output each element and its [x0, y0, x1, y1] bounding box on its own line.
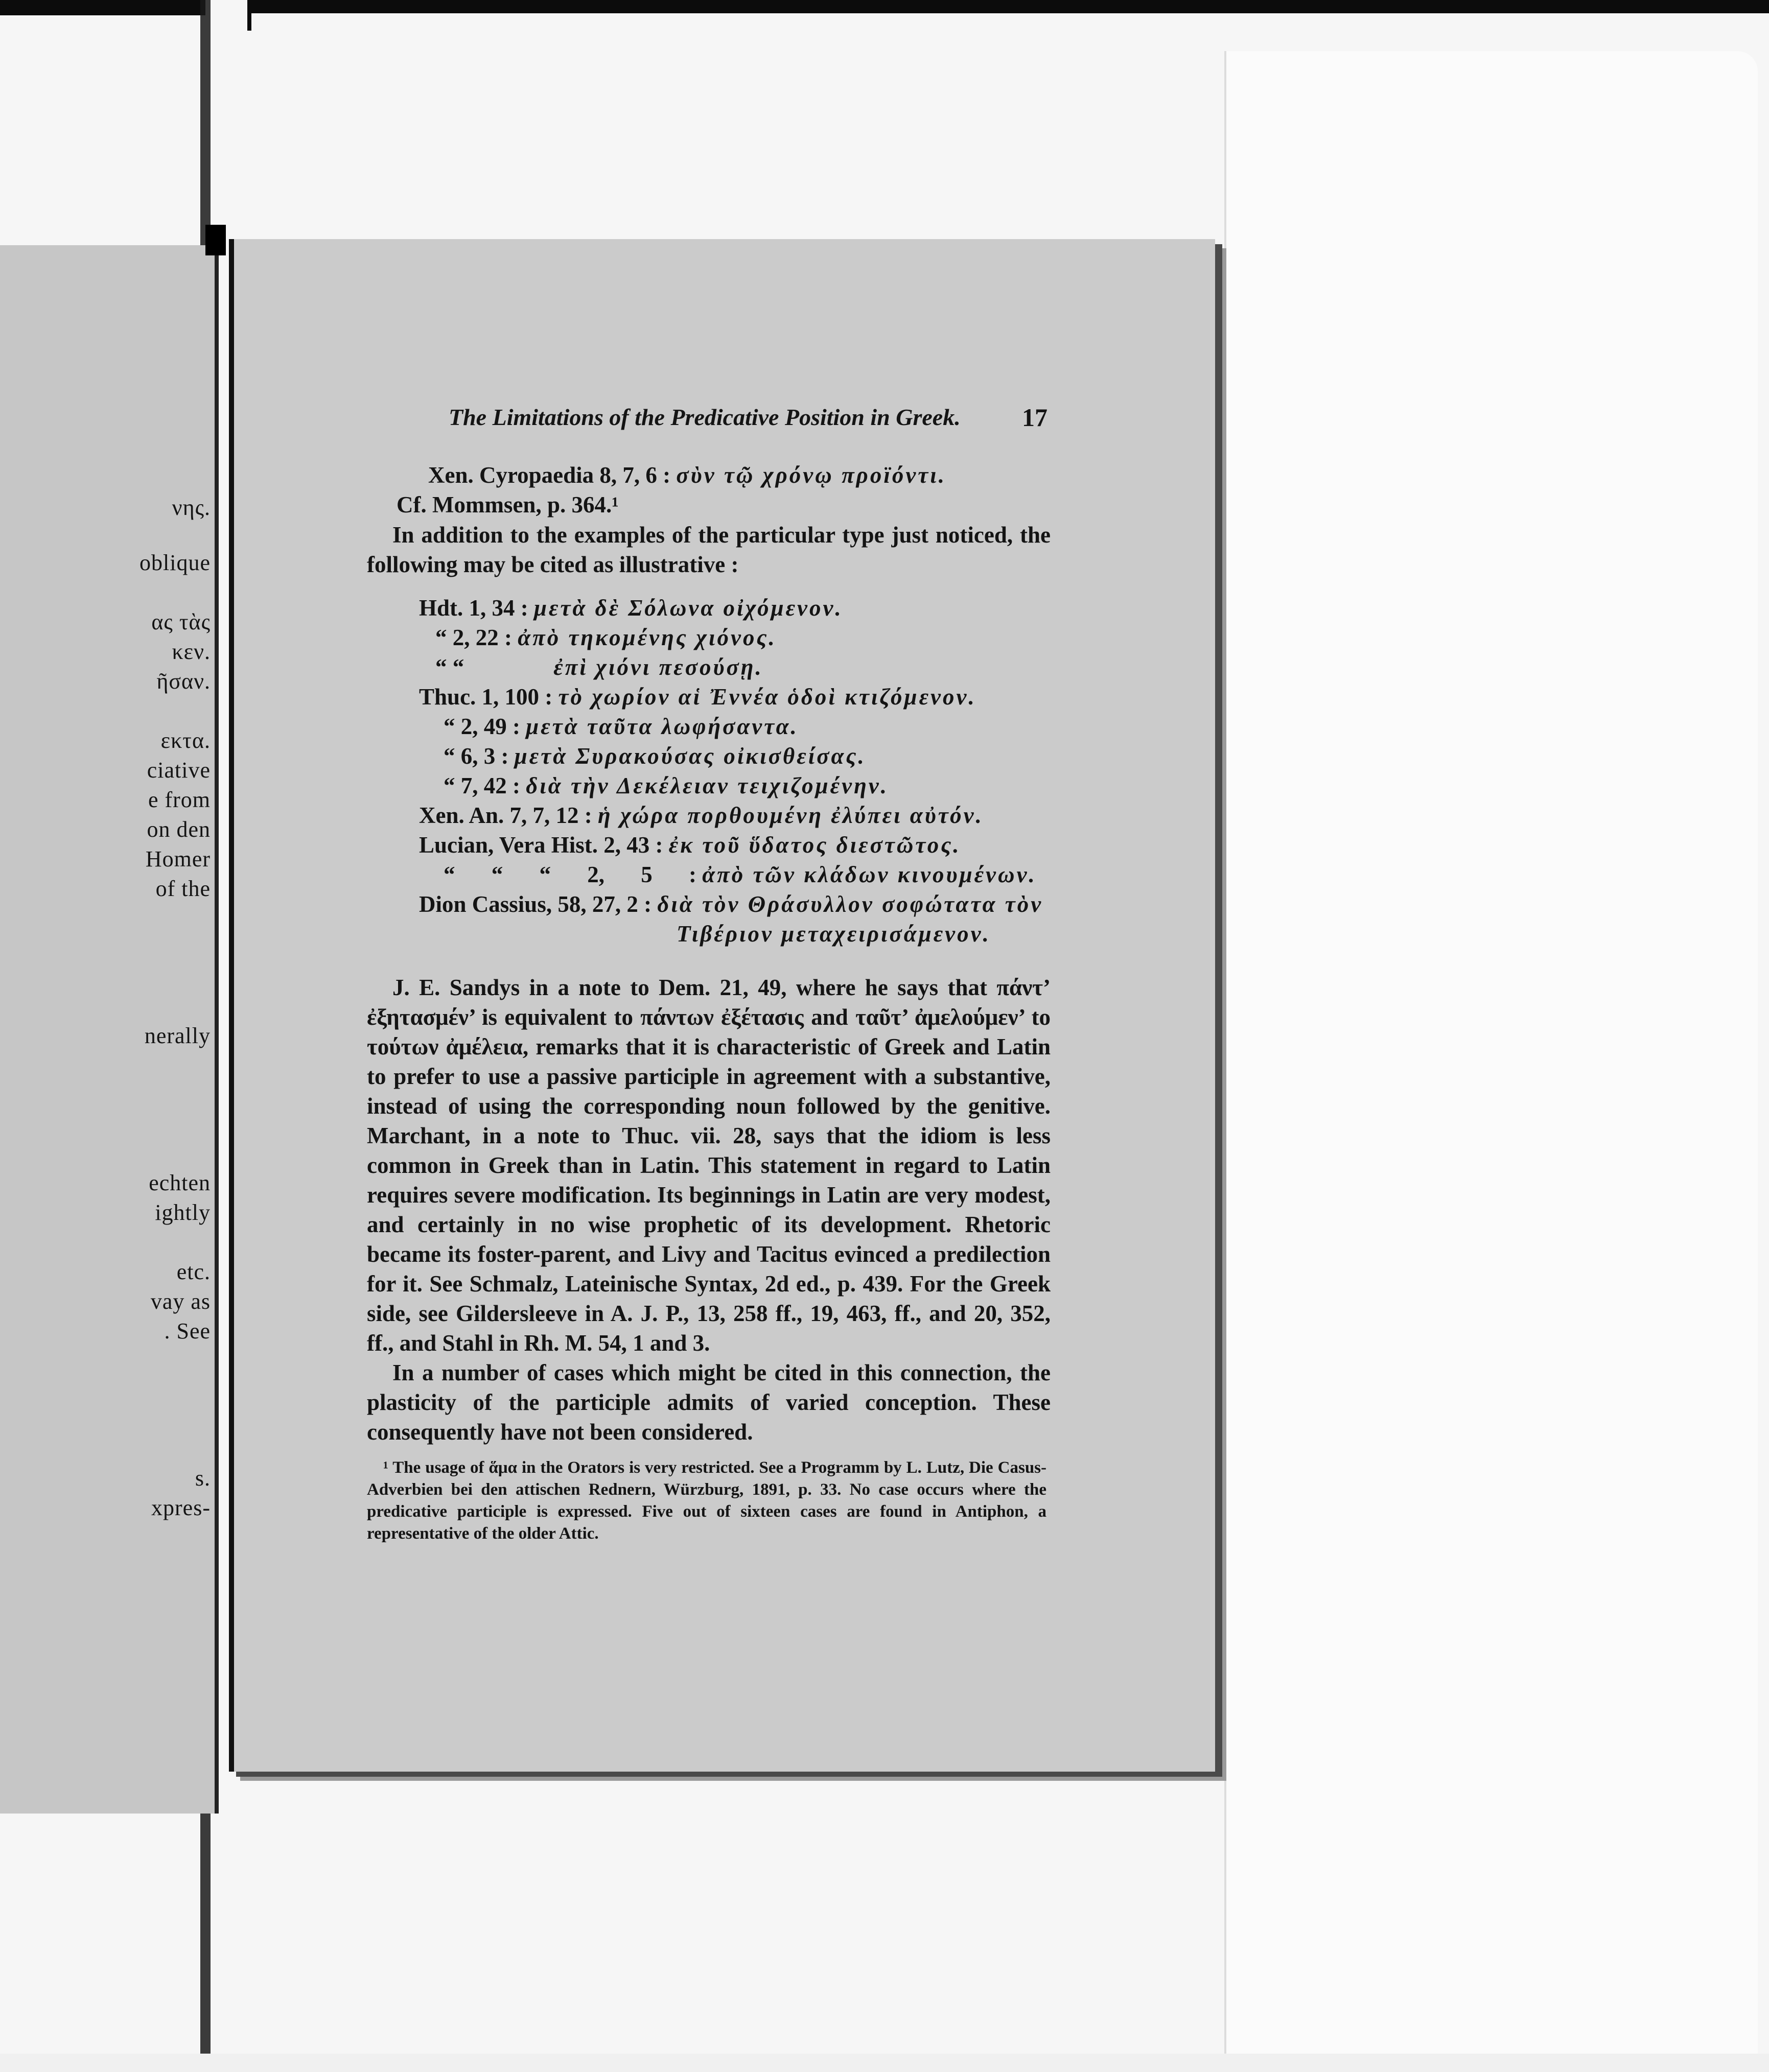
- example-ref: Hdt. 1, 34 :: [419, 595, 528, 621]
- left-page-fragment: κεν.: [172, 639, 211, 664]
- example-line: [444, 743, 866, 769]
- body-text: [367, 973, 1051, 1447]
- left-page-fragment: ciative: [147, 758, 211, 783]
- example-ref: “ 2, 49 :: [444, 714, 520, 739]
- citation-ref: Xen. Cyropaedia 8, 7, 6 :: [428, 462, 671, 488]
- backing-sheet: [1226, 51, 1758, 2054]
- example-ref: “ “ “ 2, 5 :: [444, 862, 696, 887]
- left-page-fragment: echten: [149, 1170, 211, 1195]
- scan-frame-bar: [247, 0, 1769, 13]
- example-greek: τὸ χωρίον αἱ Ἐννέα ὁδοὶ κτιζόμενον.: [558, 684, 976, 710]
- running-title: The Limitations of the Predicative Position in Greek.: [449, 404, 961, 430]
- example-greek: ἀπὸ τηκομένης χιόνος.: [518, 625, 777, 650]
- example-line: [444, 772, 889, 799]
- lead-in-paragraph: [367, 520, 1051, 579]
- example-line: [419, 684, 976, 710]
- example-line: [677, 921, 991, 947]
- left-page-fragment: e from: [148, 787, 211, 812]
- body-paragraph: In a number of cases which might be cited in this connection, the plasticity of the participle admits of varied conception. These consequently have not been considered.: [367, 1360, 1051, 1445]
- example-line: [419, 802, 984, 829]
- left-page-fragment: Homer: [145, 846, 211, 872]
- citation-line: [397, 491, 619, 518]
- example-greek: μετὰ ταῦτα λωφήσαντα.: [526, 714, 799, 739]
- example-greek: ἡ χώρα πορθουμένη ἐλύπει αὐτόν.: [598, 803, 984, 828]
- example-greek: μετὰ Συρακούσας οἰκισθείσας.: [514, 743, 866, 769]
- example-line: [435, 654, 763, 680]
- footnote: [367, 1457, 1046, 1545]
- citation-ref: Cf. Mommsen, p. 364.¹: [397, 492, 619, 517]
- example-greek: ἀπὸ τῶν κλάδων κινουμένων.: [702, 862, 1037, 887]
- citation-line: [428, 462, 946, 488]
- left-page-fragment: etc.: [176, 1259, 211, 1284]
- page-gutter-mark: [205, 225, 226, 255]
- example-greek: ἐκ τοῦ ὕδατος διεστῶτος.: [668, 832, 961, 858]
- example-greek: μετὰ δὲ Σόλωνα οἰχόμενον.: [534, 595, 843, 621]
- example-line: [419, 595, 843, 621]
- example-ref: “ 2, 22 :: [435, 625, 512, 650]
- scan-frame-edge: [247, 0, 251, 31]
- left-page-fragment: of the: [155, 876, 211, 901]
- scan-frame-bar: [0, 0, 205, 15]
- example-ref: Xen. An. 7, 7, 12 :: [419, 803, 592, 828]
- left-page-fragment: oblique: [139, 550, 211, 575]
- example-greek: Τιβέριον μεταχειρισάμενον.: [677, 921, 991, 947]
- example-line: [444, 713, 799, 740]
- footnote-text: ¹ The usage of ἅμα in the Orators is very restricted. See a Programm by L. Lutz, Die Casus-Adverbien bei den attischen Rednern, Würzburg, 1891, p. 33. No case occurs where the predicative participle is expressed. Five out of sixteen cases are found in Antiphon, a representative of the older Attic.: [367, 1458, 1046, 1543]
- page-number: 17: [1022, 403, 1048, 432]
- left-page-fragment: s.: [195, 1466, 211, 1491]
- example-line: [419, 832, 961, 858]
- example-greek: διὰ τὴν Δεκέλειαν τειχιζομένην.: [526, 773, 889, 798]
- example-line: [435, 624, 777, 651]
- example-ref: Dion Cassius, 58, 27, 2 :: [419, 891, 652, 917]
- left-page-fragment: vay as: [150, 1289, 211, 1314]
- body-paragraph: J. E. Sandys in a note to Dem. 21, 49, where he says that πάντ’ ἐξητασμέν’ is equivalent to πάντων ἐξέτασις and ταῦτ’ ἀμελούμεν’ to τούτων ἀμέλεια, remarks that it is characteristic of Greek and Latin to prefer to use a passive participle in agreement with a substantive, instead of using the corresponding noun followed by the genitive. Marchant, in a note to Thuc. vii. 28, says that the idiom is less common in Greek than in Latin. This statement in regard to Latin requires severe modification. Its beginnings in Latin are very modest, and certainly in no wise prophetic of its development. Rhetoric became its foster-parent, and Livy and Tacitus evinced a predilection for it. See Schmalz, Lateinische Syntax, 2d ed., p. 439. For the Greek side, see Gildersleeve in A. J. P., 13, 258 ff., 19, 463, ff., and 20, 352, ff., and Stahl in Rh. M. 54, 1 and 3.: [367, 975, 1051, 1356]
- example-ref: Lucian, Vera Hist. 2, 43 :: [419, 832, 663, 858]
- example-ref: “ 7, 42 :: [444, 773, 520, 798]
- left-page-fragment: xpres-: [151, 1495, 211, 1520]
- lead-in-text: In addition to the examples of the particular type just noticed, the following may be cited as illustrative :: [367, 522, 1051, 577]
- left-page-fragment: ῆσαν.: [156, 669, 211, 694]
- left-page-fragment: . See: [164, 1318, 211, 1344]
- citation-greek: σὺν τῷ χρόνῳ προϊόντι.: [676, 462, 947, 488]
- left-page-fragment: ας τὰς: [151, 609, 211, 634]
- left-page-fragment: ightly: [155, 1200, 211, 1225]
- scan-bottom-edge: [0, 2054, 1769, 2072]
- example-greek: ἐπὶ χιόνι πεσούσῃ.: [553, 654, 763, 680]
- example-ref: “ “: [435, 654, 464, 680]
- example-ref: Thuc. 1, 100 :: [419, 684, 553, 710]
- left-page-fragment: νης.: [172, 495, 211, 520]
- example-greek: διὰ τὸν Θράσυλλον σοφώτατα τὸν: [657, 891, 1043, 917]
- left-page-fragment: on den: [147, 817, 211, 842]
- left-page-fragment: nerally: [144, 1023, 211, 1048]
- page-edge-shadow: [1216, 261, 1226, 1768]
- example-line: [419, 891, 1043, 917]
- left-page-fragment: εκτα.: [160, 728, 211, 753]
- example-line: [444, 861, 1037, 888]
- left-facing-page: [0, 245, 219, 1814]
- example-ref: “ 6, 3 :: [444, 743, 509, 769]
